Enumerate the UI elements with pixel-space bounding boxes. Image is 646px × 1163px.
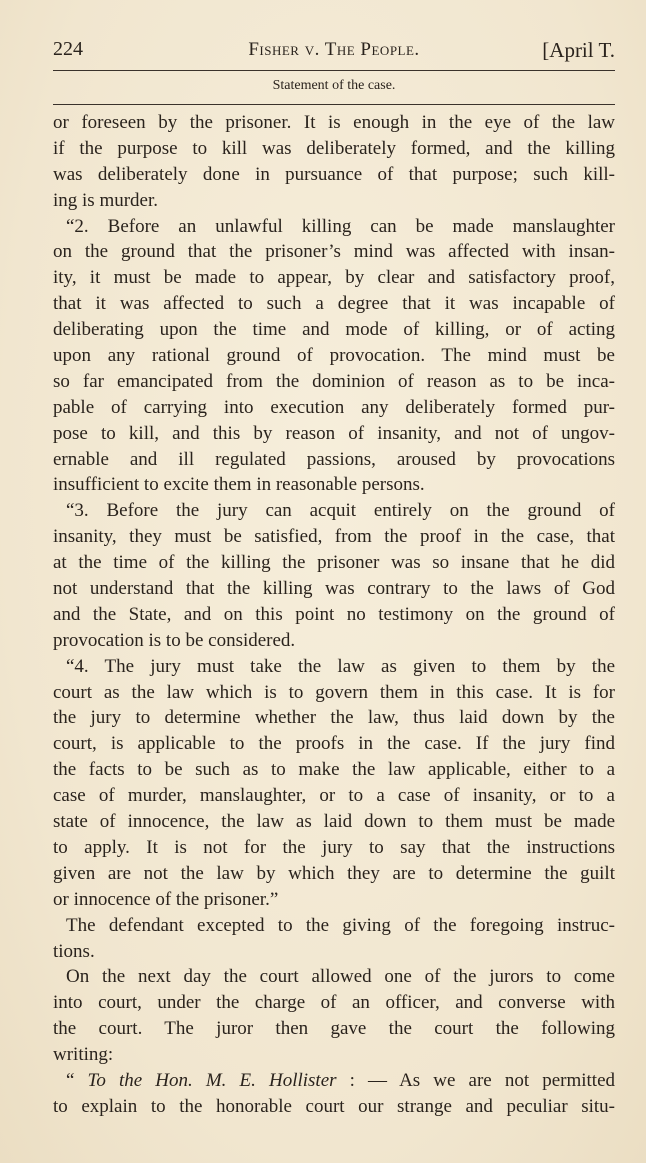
- text-line: and the State, and on this point no testimony on the ground of: [53, 603, 615, 625]
- text-line: tions.: [53, 940, 95, 962]
- text-line: [53, 1068, 615, 1094]
- text-line: court, is applicable to the proofs in the case. If the jury find: [53, 733, 615, 755]
- text-line: into court, under the charge of an officer, and converse with: [53, 992, 615, 1014]
- text-line: “4. The jury must take the law as given to them by the: [66, 655, 615, 677]
- text-line: on the ground that the prisoner’s mind was affected with insan-: [53, 241, 615, 263]
- text-line: if the purpose to kill was deliberately formed, and the killing: [53, 137, 615, 159]
- text-line: ing is murder.: [53, 189, 159, 211]
- addressee: To the Hon. M. E. Hollister: [87, 1069, 337, 1091]
- text-line: to explain to the honorable court our strange and peculiar situ-: [53, 1095, 615, 1117]
- running-header: [53, 38, 615, 68]
- text-line: to apply. It is not for the jury to say that the instructions: [53, 836, 615, 858]
- text-line: “3. Before the jury can acquit entirely on the ground of: [66, 500, 615, 522]
- text-line: pose to kill, and this by reason of insanity, and not of ungov-: [53, 422, 615, 444]
- text-line: upon any rational ground of provocation. The mind must be: [53, 345, 615, 367]
- text-line: was deliberately done in pursuance of that purpose; such kill-: [53, 163, 615, 185]
- text-segment: : — As we are not permitted: [336, 1069, 616, 1091]
- text-line: provocation is to be considered.: [53, 629, 296, 651]
- text-line: state of innocence, the law as laid down to them must be made: [53, 811, 615, 833]
- section-subheader: Statement of the case.: [272, 78, 396, 93]
- text-line: ernable and ill regulated passions, aroused by provocations: [53, 448, 615, 470]
- text-line: or innocence of the prisoner.”: [53, 888, 279, 910]
- text-line: the facts to be such as to make the law applicable, either to a: [53, 759, 615, 781]
- text-line: writing:: [53, 1044, 114, 1066]
- body-text: [53, 110, 615, 1120]
- text-line: that it was affected to such a degree that it was incapable of: [53, 293, 615, 315]
- text-line: the court. The juror then gave the court the following: [53, 1018, 615, 1040]
- running-title: Fisher v. The People.: [248, 39, 420, 60]
- text-line: ity, it must be made to appear, by clear and satisfactory proof,: [53, 267, 615, 289]
- text-line: so far emancipated from the dominion of reason as to be inca-: [53, 370, 615, 392]
- text-line: “2. Before an unlawful killing can be made manslaughter: [66, 215, 615, 237]
- text-line: On the next day the court allowed one of the jurors to come: [66, 966, 615, 988]
- text-segment: “: [66, 1069, 88, 1091]
- text-line: insanity, they must be satisfied, from the proof in the case, that: [53, 526, 615, 548]
- term-label: [April T.: [542, 38, 615, 62]
- text-line: court as the law which is to govern them in this case. It is for: [53, 681, 615, 703]
- text-line: deliberating upon the time and mode of killing, or of acting: [53, 319, 615, 341]
- page-number: 224: [53, 38, 83, 60]
- text-line: the jury to determine whether the law, thus laid down by the: [53, 707, 615, 729]
- text-line: not understand that the killing was contrary to the laws of God: [53, 578, 615, 600]
- text-line: or foreseen by the prisoner. It is enough in the eye of the law: [53, 112, 615, 133]
- text-line: pable of carrying into execution any deliberately formed pur-: [53, 396, 615, 418]
- text-line: insufficient to excite them in reasonable persons.: [53, 474, 425, 496]
- subheader-rule: [53, 104, 615, 105]
- text-line: given are not the law by which they are to determine the guilt: [53, 862, 615, 884]
- header-rule: [53, 70, 615, 71]
- text-line: case of murder, manslaughter, or to a case of insanity, or to a: [53, 785, 615, 807]
- text-line: at the time of the killing the prisoner was so insane that he did: [53, 552, 615, 574]
- text-line: The defendant excepted to the giving of the foregoing instruc-: [66, 914, 615, 936]
